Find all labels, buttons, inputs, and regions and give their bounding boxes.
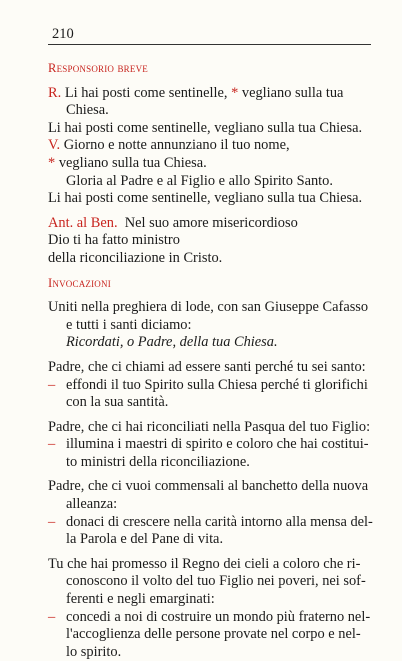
invocation-response-line [48, 626, 374, 644]
antifona-label: Ant. al Ben. [48, 214, 118, 231]
r-text-a: Li hai posti come sentinelle, [64, 84, 228, 101]
invocazioni-heading-text: Invocazioni [48, 275, 111, 290]
responsorio-r-line [48, 85, 374, 120]
invocation-response-line [48, 394, 374, 412]
invocation-petition-line: Padre, che ci chiami ad essere santi perché tu sei santo: [48, 358, 366, 375]
gloria-line: Gloria al Padre e al Figlio e allo Spirito Santo. [66, 172, 333, 189]
invocation-petition-line: Padre, che ci hai riconciliati nella Pasqua del tuo Figlio: [48, 418, 371, 435]
invocation-petition-line: Tu che hai promesso il Regno dei cieli a coloro che ri- [48, 555, 361, 572]
antifona-text-1: Nel suo amore misericordioso [124, 214, 298, 231]
star-mark: * [231, 84, 239, 101]
responsorio-heading [48, 60, 374, 78]
invocation-response-text: l'accoglienza delle persone provate nel corpo e nel- [66, 626, 361, 643]
antifona-line-3: della riconciliazione in Cristo. [48, 249, 223, 266]
invocation-response-line [48, 514, 374, 532]
invocation-petition-line: Padre, che ci vuoi commensali al banchetto della nuova [48, 478, 369, 495]
star-mark-2: * [48, 154, 56, 171]
page-number: 210 [52, 26, 74, 42]
response-dash: – [48, 608, 56, 625]
antifona-line-1 [48, 215, 374, 233]
invocazioni-intro-a: Uniti nella preghiera di lode, con san Giuseppe Cafasso [48, 299, 369, 316]
invocation-response-text: donaci di crescere nella carità intorno alla mensa del- [66, 513, 373, 530]
invocation-response-text: to ministri della riconciliazione. [66, 453, 250, 470]
invocation-response-text: concedi a noi di costruire un mondo più fraterno nel- [66, 608, 371, 625]
response-dash: – [48, 436, 56, 453]
v-text: Giorno e notte annunziano il tuo nome, [63, 137, 290, 154]
invocation-response-line [48, 531, 374, 549]
invocation-response-line [48, 436, 374, 454]
v-response-text: vegliano sulla tua Chiesa. [58, 154, 207, 171]
header-rule [48, 44, 371, 45]
invocation-petition-line: ferenti e negli emarginati: [66, 591, 215, 608]
invocation-response-text: con la sua santità. [66, 394, 169, 411]
invocation-response-line [48, 377, 374, 395]
invocazioni-heading [48, 275, 374, 293]
r-text-c: Chiesa. [66, 102, 109, 119]
invocation-response-line [48, 609, 374, 627]
invocation-response-line [48, 644, 374, 661]
responsorio-repeat: Li hai posti come sentinelle, vegliano sulla tua Chiesa. [48, 119, 363, 136]
page-content [48, 60, 374, 661]
response-dash: – [48, 376, 56, 393]
invocation-response-text: illumina i maestri di spirito e coloro che hai costitui- [66, 436, 369, 453]
responsorio-v-line [48, 137, 374, 155]
invocation-response-text: la Parola e del Pane di vita. [66, 531, 224, 548]
responsorio-final: Li hai posti come sentinelle, vegliano sulla tua Chiesa. [48, 190, 363, 207]
r-symbol: R. [48, 84, 62, 101]
invocation-petition-line: alleanza: [66, 496, 118, 513]
responsorio-v-response [48, 155, 374, 173]
v-symbol: V. [48, 137, 61, 154]
invocazioni-intro-b: e tutti i santi diciamo: [66, 316, 192, 333]
antifona-line-2: Dio ti ha fatto ministro [48, 232, 180, 249]
r-text-b: vegliano sulla tua [241, 84, 344, 101]
invocation-response-text: effondi il tuo Spirito sulla Chiesa perché ti glorifichi [66, 376, 368, 393]
invocation-response-line [48, 454, 374, 472]
invocation-petition-line: conoscono il volto del tuo Figlio nei poveri, nei sof- [66, 573, 366, 590]
responsorio-heading-text: Responsorio breve [48, 61, 148, 75]
response-dash: – [48, 513, 56, 530]
invocazioni-list [48, 352, 374, 661]
invocation-response-text: lo spirito. [66, 643, 122, 660]
invocazioni-response: Ricordati, o Padre, della tua Chiesa. [66, 334, 278, 351]
